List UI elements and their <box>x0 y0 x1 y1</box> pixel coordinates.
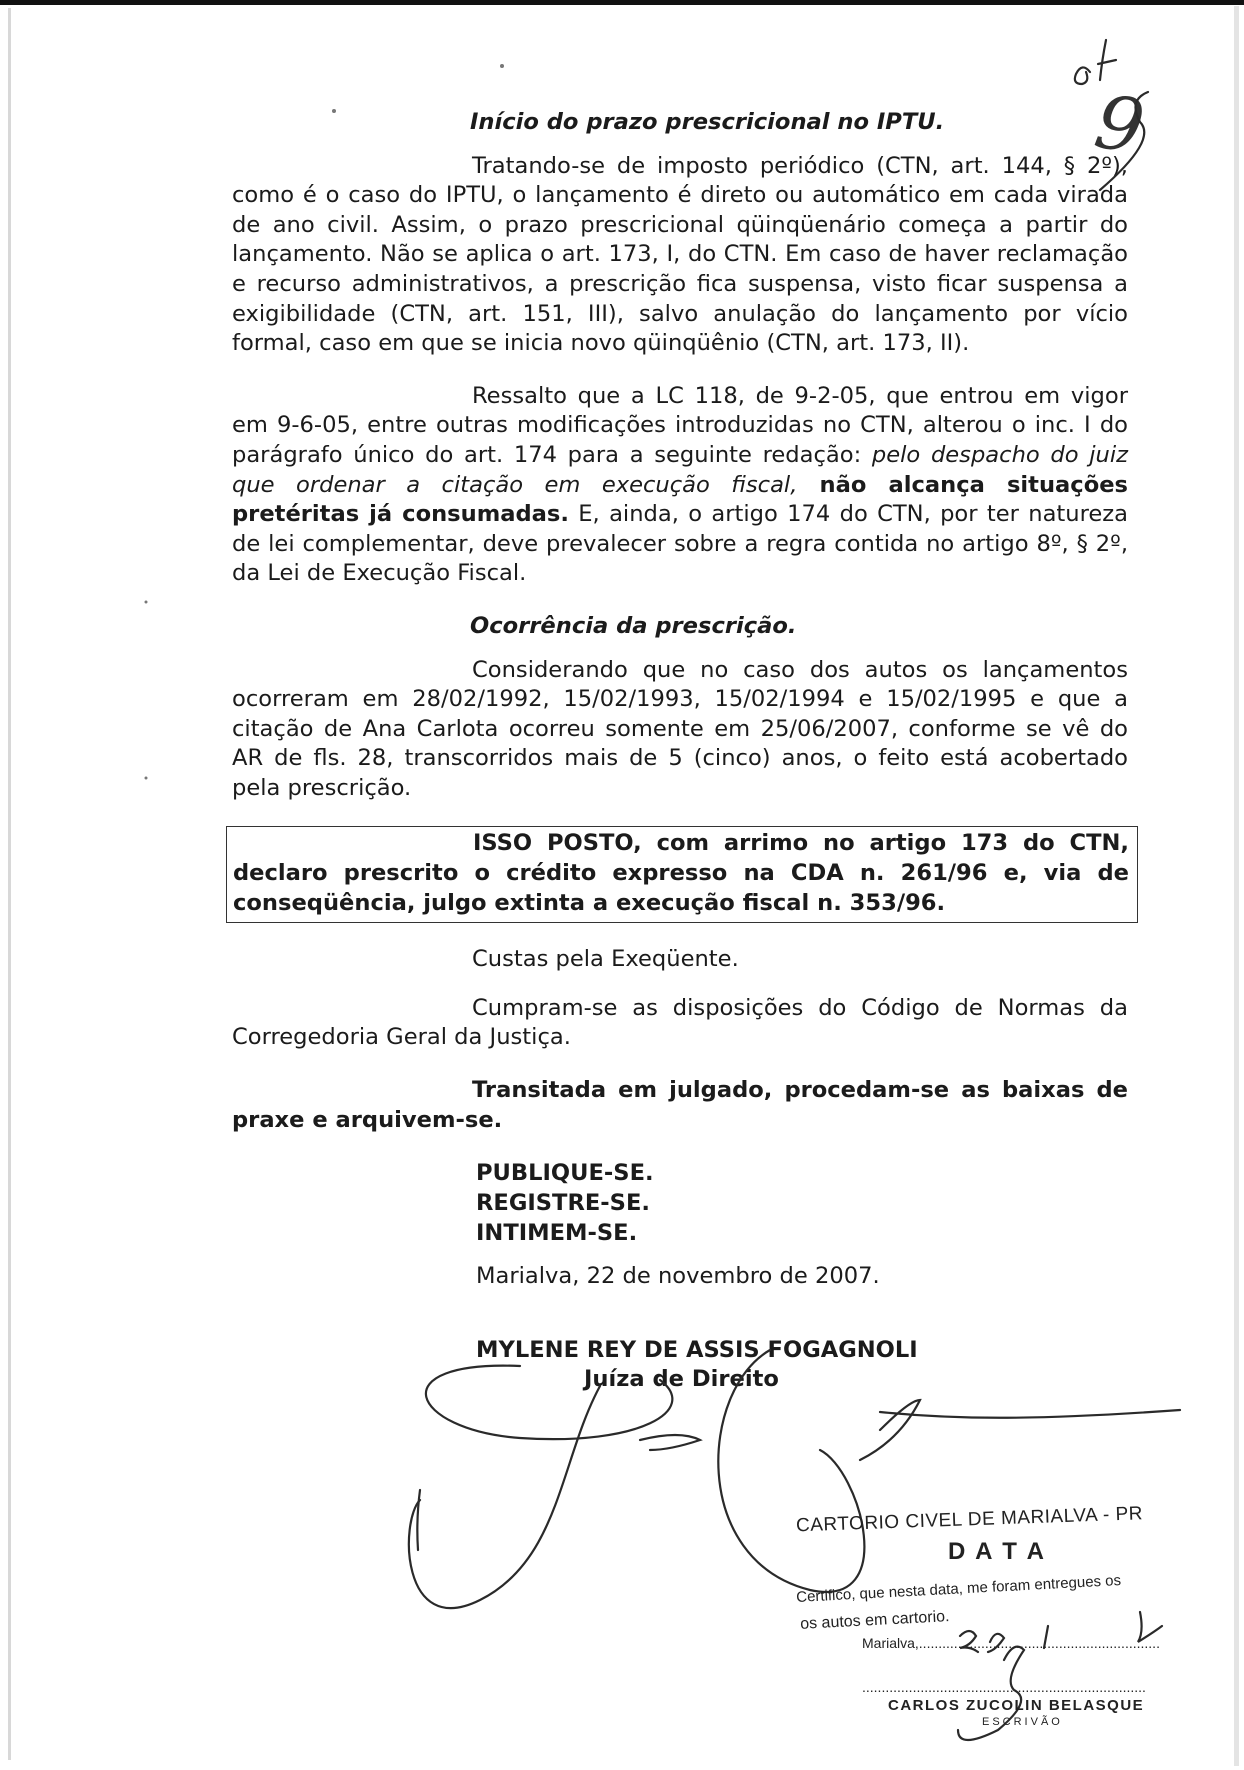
stamp-line-2: os autos em cartorio. <box>799 1608 950 1633</box>
order-notify: INTIMEM-SE. <box>476 1220 638 1247</box>
paragraph-rules: Cumpram-se as disposições do Código de Normas da Corregedoria Geral da Justiça. <box>232 994 1128 1051</box>
paragraph-archive: Transitada em julgado, procedam-se as baixas de praxe e arquivem-se. <box>232 1077 1128 1133</box>
paragraph-lc-118-emphasis: não alcança situações pretéritas já consumadas. <box>232 471 1128 528</box>
stamp-office: CARTORIO CIVEL DE MARIALVA - PR <box>795 1503 1144 1537</box>
stamp-clerk-dots: ......................................................................... <box>862 1679 1146 1695</box>
signature-stroke-3 <box>880 1410 1180 1418</box>
stamp-place: Marialva, <box>862 1635 919 1651</box>
stamp-date-dots: .............................................................. <box>918 1635 1160 1651</box>
paragraph-lc-118-text-a: Ressalto que a LC 118, de 9-2-05, que entrou em vigor em 9-6-05, entre outras modificações introduzidas no CTN, alterou o inc. I do parágrafo único do art. 174 para a seguinte redação: <box>232 382 1128 468</box>
paragraph-dates: Considerando que no caso dos autos os lançamentos ocorreram em 28/02/1992, 15/02/1993, 15/02/1994 e 15/02/1995 e que a citação de Ana Carlota ocorreu somente em 25/06/2007, conforme se vê do AR de fls. 28, transcorridos mais de 5 (cinco) anos, o feito está acobertado pela prescrição. <box>232 656 1128 801</box>
registry-stamp <box>795 1503 1216 1728</box>
order-register: REGISTRE-SE. <box>476 1190 650 1217</box>
signature-vertical <box>417 1490 420 1550</box>
heading-prescription-occurrence: Ocorrência da prescrição. <box>470 612 797 639</box>
stamp-clerk-role: ESCRIVÃO <box>982 1716 1063 1728</box>
date-line: Marialva, 22 de novembro de 2007. <box>476 1263 880 1290</box>
paragraph-lc-118-text-b: E, ainda, o artigo 174 do CTN, por ter natureza de lei complementar, deve prevalecer sobre a regra contida no artigo 8º, § 2º, da Lei de Execução Fiscal. <box>232 501 1129 587</box>
decision-box: ISSO POSTO, com arrimo no artigo 173 do CTN, declaro prescrito o crédito expresso na CDA n. 261/96 e, via de conseqüência, julgo extinta a execução fiscal n. 353/96. <box>226 826 1138 923</box>
paragraph-periodic-tax: Tratando-se de imposto periódico (CTN, art. 144, § 2º), como é o caso do IPTU, o lançamento é direto ou automático em cada virada de ano civil. Assim, o prazo prescricional qüinqüenário começa a partir do lançamento. Não se aplica o art. 173, I, do CTN. Em caso de haver reclamação e recurso administrativos, a prescrição fica suspensa, visto ficar suspensa a exigibilidade (CTN, art. 151, III), salvo anulação do lançamento por vício formal, caso em que se inicia novo qüinqüênio (CTN, art. 173, II). <box>232 152 1128 357</box>
signature-stroke-1 <box>409 1386 600 1608</box>
signer-role: Juíza de Direito <box>584 1366 779 1393</box>
paragraph-lc-118-quote: pelo despacho do juiz que ordenar a citação em execução fiscal, <box>232 441 1128 498</box>
initials-mark <box>1075 40 1116 84</box>
order-publish: PUBLIQUE-SE. <box>476 1160 654 1187</box>
signature-stroke-4 <box>640 1435 700 1450</box>
stamp-clerk-name: CARLOS ZUCOLIN BELASQUE <box>888 1697 1145 1714</box>
margin-page-number: 9 <box>1088 78 1151 172</box>
page-number-hook <box>1100 92 1148 190</box>
stamp-title: D A T A <box>948 1538 1046 1565</box>
signature-loop-left <box>426 1366 672 1439</box>
stamp-place-line <box>862 1635 1216 1651</box>
costs-line: Custas pela Exeqüente. <box>472 946 739 973</box>
signer-name: MYLENE REY DE ASSIS FOGAGNOLI <box>476 1336 918 1363</box>
stamp-line-1: Certifico, que nesta data, me foram entregues os <box>795 1571 1122 1606</box>
heading-prescription-start: Início do prazo prescricional no IPTU. <box>470 109 945 135</box>
signature-stroke-5 <box>860 1400 920 1460</box>
